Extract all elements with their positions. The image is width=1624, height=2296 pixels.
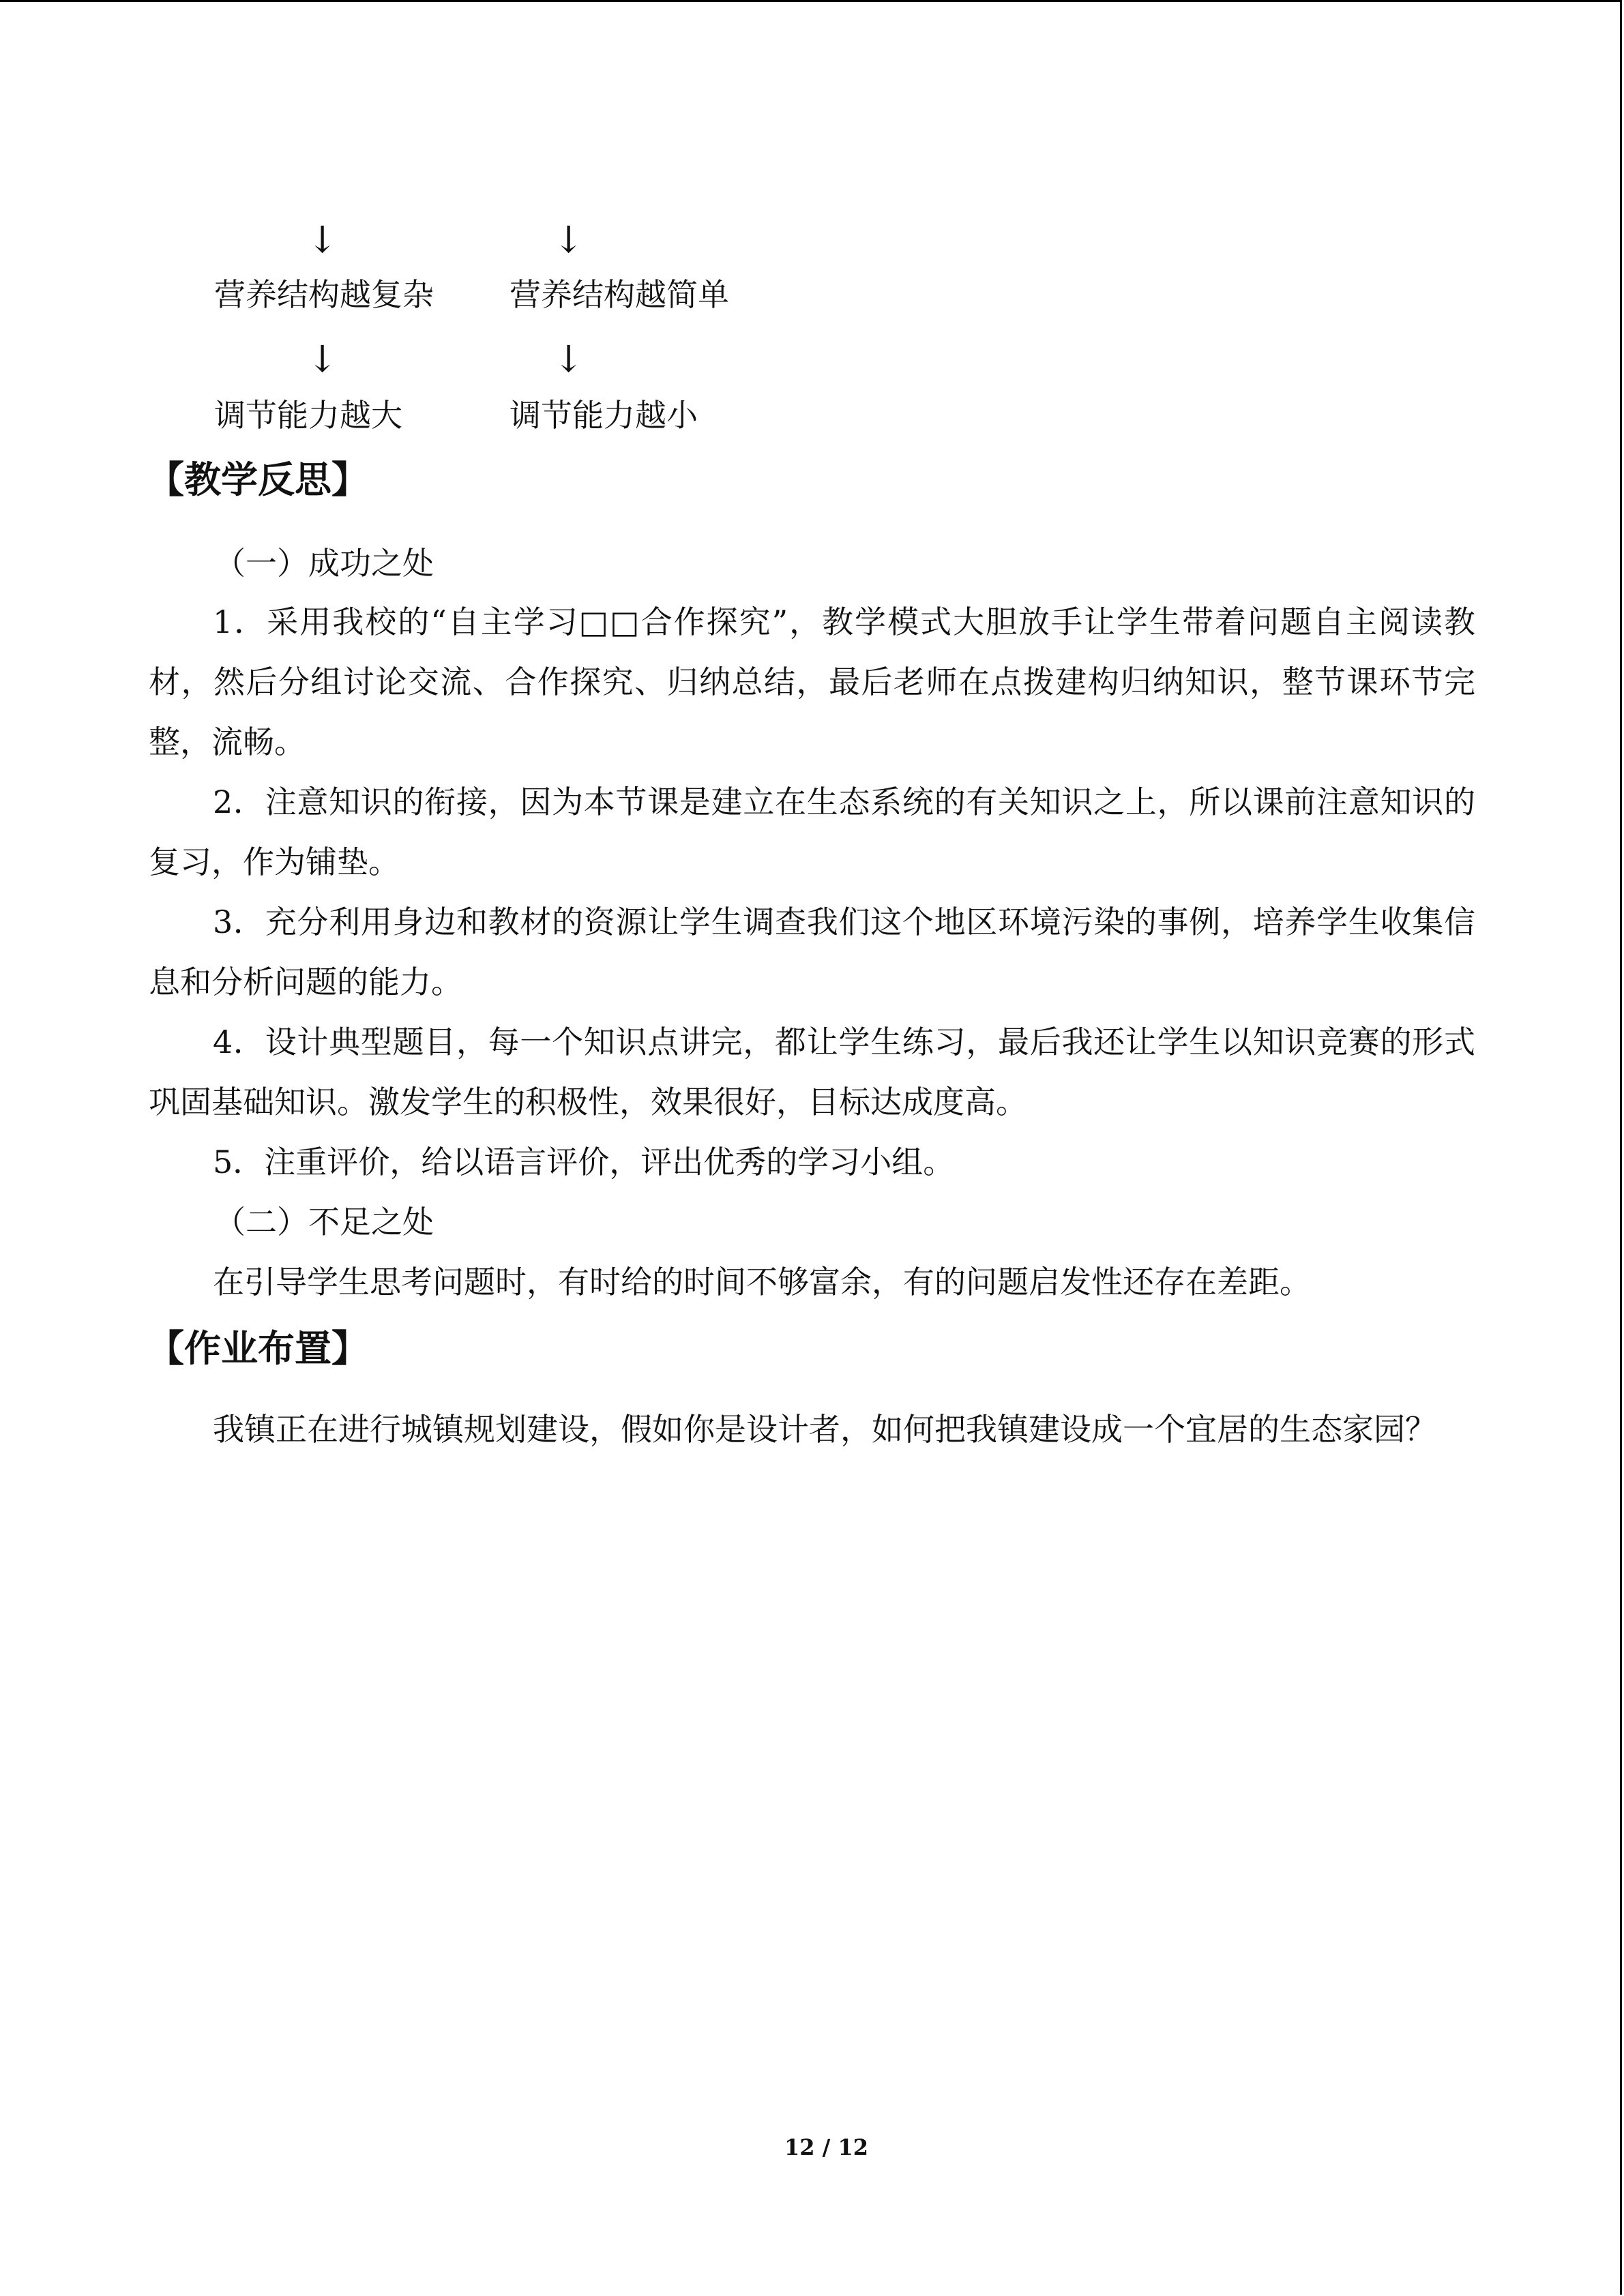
- reflection-item-1: 1．采用我校的“自主学习□□合作探究”，教学模式大胆放手让学生带着问题自主阅读教材，然后分组讨论交流、合作探究、归纳总结，最后老师在点拨建构归纳知识，整节课环节完整，流畅。: [149, 603, 1475, 760]
- reflection-item-3: 3．充分利用身边和教材的资源让学生调查我们这个地区环境污染的事例，培养学生收集信息和分析问题的能力。: [149, 904, 1475, 1000]
- shortcoming-title: （二）不足之处: [214, 1204, 434, 1240]
- reflection-item-5: 5．注重评价，给以语言评价，评出优秀的学习小组。: [213, 1144, 955, 1180]
- success-title: （一）成功之处: [214, 545, 434, 582]
- flow-left-step-1: 营养结构越复杂: [214, 276, 434, 313]
- reflection-heading: 【教学反思】: [147, 458, 368, 501]
- reflection-item-2: 2．注意知识的衔接，因为本节课是建立在生态系统的有关知识之上，所以课前注意知识的复习，作为铺垫。: [149, 784, 1475, 880]
- homework-heading: 【作业布置】: [147, 1327, 368, 1370]
- flow-left-arrow-2: ↓: [307, 338, 338, 381]
- flow-right-arrow-1: ↓: [553, 218, 585, 261]
- reflection-item-4: 4．设计典型题目，每一个知识点讲完，都让学生练习，最后我还让学生以知识竞赛的形式巩固基础知识。激发学生的积极性，效果很好，目标达成度高。: [149, 1024, 1475, 1120]
- flow-left-step-2: 调节能力越大: [214, 397, 402, 434]
- flow-right-step-2: 调节能力越小: [510, 397, 698, 434]
- shortcoming-text: 在引导学生思考问题时，有时给的时间不够富余，有的问题启发性还存在差距。: [213, 1264, 1311, 1300]
- flow-right-step-1: 营养结构越简单: [510, 276, 729, 313]
- page-number: 12 / 12: [784, 2134, 869, 2160]
- flow-left-arrow-1: ↓: [307, 218, 338, 261]
- homework-text: 我镇正在进行城镇规划建设，假如你是设计者，如何把我镇建设成一个宜居的生态家园？: [213, 1411, 1436, 1448]
- flow-right-arrow-2: ↓: [553, 338, 585, 381]
